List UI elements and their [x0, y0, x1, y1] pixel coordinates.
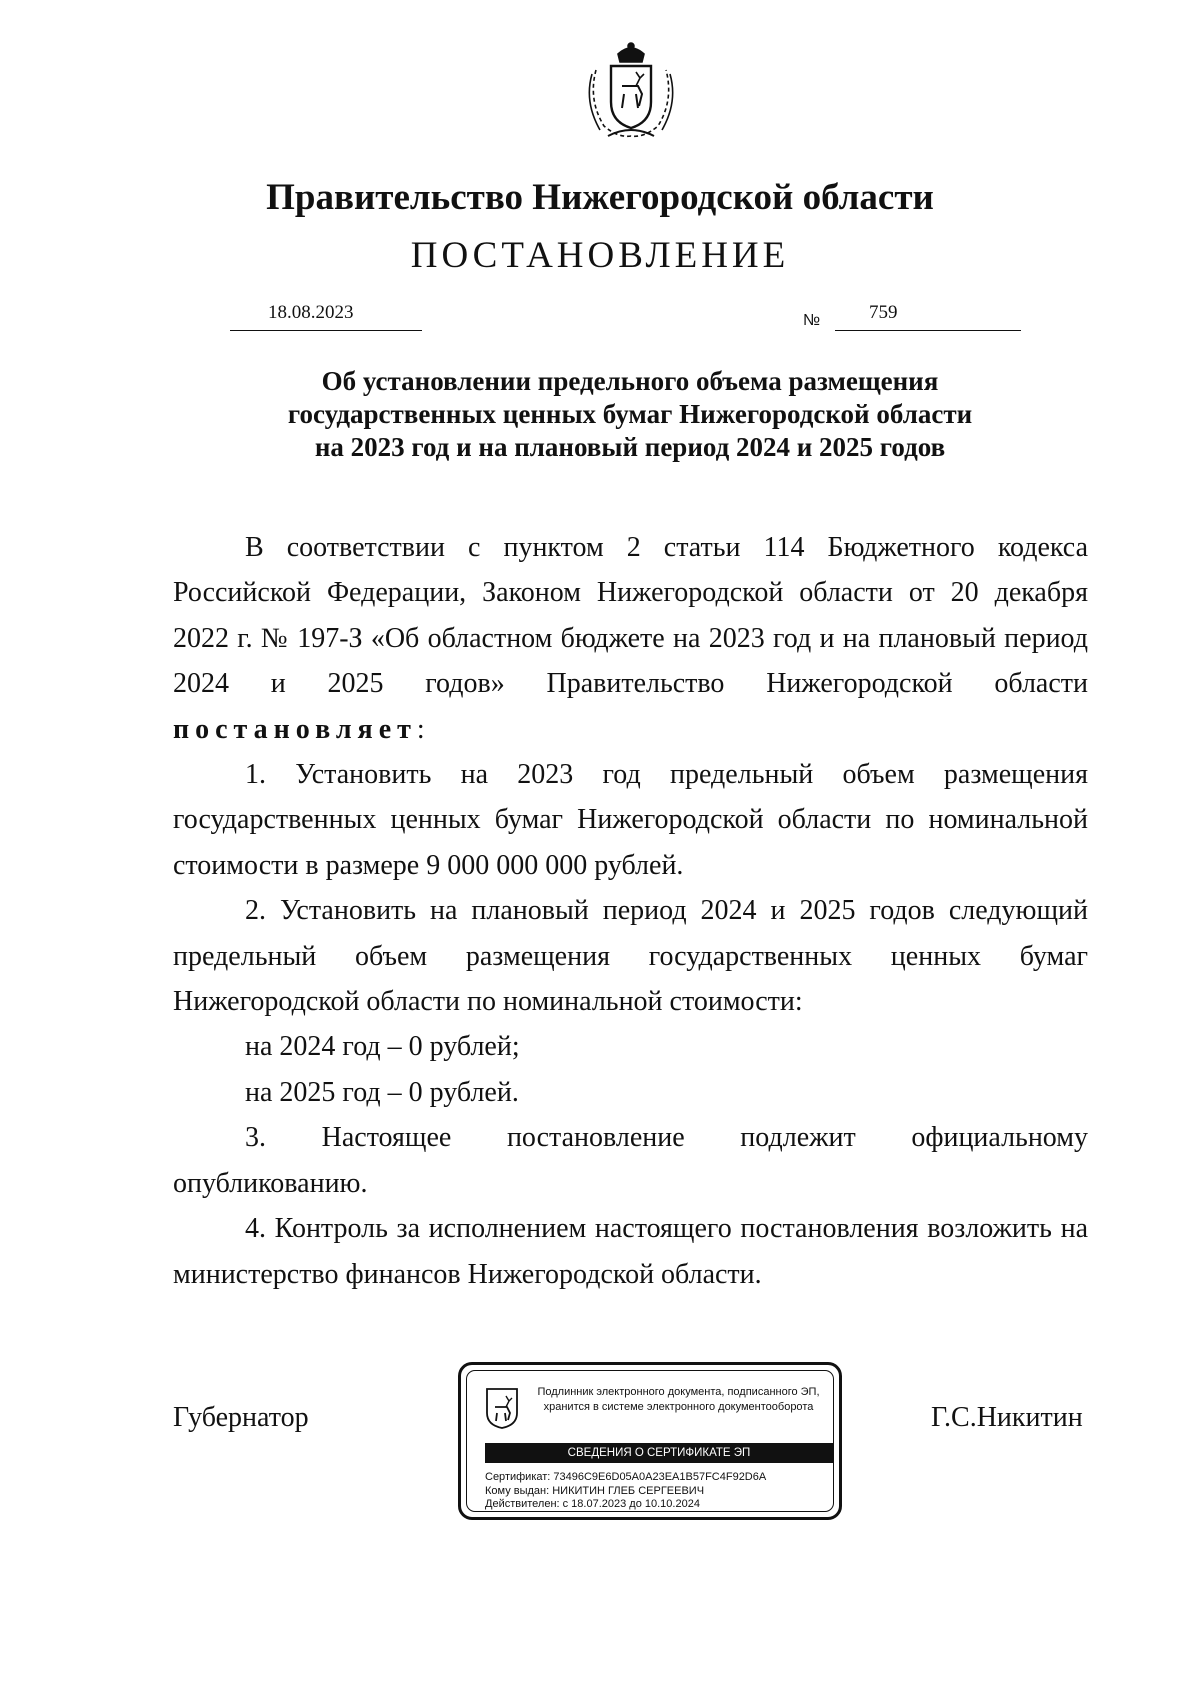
e-signature-stamp — [458, 1362, 842, 1520]
certificate-details — [485, 1471, 766, 1512]
certificate-owner: Кому выдан: НИКИТИН ГЛЕБ СЕРГЕЕВИЧ — [485, 1484, 705, 1497]
preamble-paragraph — [173, 525, 1088, 752]
certificate-validity: Действителен: с 18.07.2023 до 10.10.2024 — [485, 1498, 700, 1510]
organization-title: Правительство Нижегородской области — [266, 177, 934, 218]
document-type: ПОСТАНОВЛЕНИЕ — [410, 235, 790, 276]
item-2-line-2: на 2025 год – 0 рублей. — [245, 1076, 519, 1108]
signatory-role: Губернатор — [173, 1402, 309, 1433]
stamp-note-line: хранится в системе электронного документооборота — [543, 1401, 814, 1413]
coat-of-arms-icon — [578, 40, 684, 144]
document-number: 759 — [869, 302, 898, 323]
decree-colon: : — [416, 713, 425, 745]
subject-line: Об установлении предельного объема размещения — [321, 366, 939, 396]
item-3: 3. Настоящее постановление подлежит официальному опубликованию. — [173, 1122, 1088, 1199]
subject-line: на 2023 год и на плановый период 2024 и 2025 годов — [314, 432, 946, 462]
subject-line: государственных ценных бумаг Нижегородской области — [287, 399, 973, 429]
item-1: 1. Установить на 2023 год предельный объем размещения государственных ценных бумаг Нижегородской области по номинальной стоимости в размере 9 000 000 000 рублей. — [173, 759, 1088, 881]
stamp-note-line: Подлинник электронного документа, подписанного ЭП, — [537, 1386, 820, 1398]
number-field — [835, 300, 1021, 331]
document-date: 18.08.2023 — [268, 302, 354, 323]
signatory-name: Г.С.Никитин — [931, 1402, 1083, 1433]
preamble-text: В соответствии с пунктом 2 статьи 114 Бюджетного кодекса Российской Федерации, Законом Нижегородской области от 20 декабря 2022 г. № 197-З «Об областном бюджете на 2023 год и на плановый период 2024 и 2025 годов» Правительство Нижегородской области — [173, 532, 1088, 700]
document-body — [173, 525, 1088, 1297]
certificate-id: Сертификат: 73496C9E6D05A0A23EA1B57FC4F92D6A — [485, 1471, 767, 1483]
date-field — [230, 300, 422, 331]
item-2: 2. Установить на плановый период 2024 и 2025 годов следующий предельный объем размещения государственных ценных бумаг Нижегородской области по номинальной стоимости: — [173, 895, 1088, 1018]
deer-emblem-icon — [485, 1387, 519, 1429]
stamp-note — [521, 1385, 836, 1415]
number-sign: № — [803, 312, 821, 329]
decree-word: постановляет — [173, 713, 417, 745]
stamp-frame — [466, 1370, 834, 1512]
certificate-info-title: СВЕДЕНИЯ О СЕРТИФИКАТЕ ЭП — [485, 1443, 833, 1463]
item-2-line-1: на 2024 год – 0 рублей; — [245, 1031, 520, 1063]
item-4: 4. Контроль за исполнением настоящего постановления возложить на министерство финансов Нижегородской области. — [173, 1213, 1088, 1290]
document-subject — [160, 365, 1100, 464]
